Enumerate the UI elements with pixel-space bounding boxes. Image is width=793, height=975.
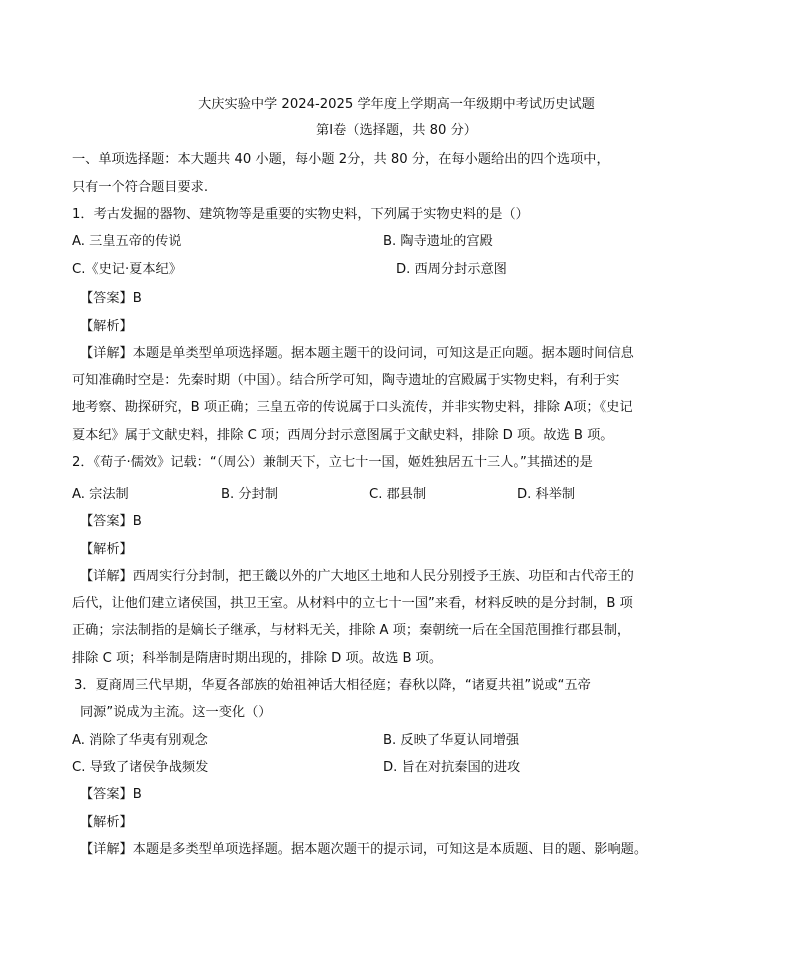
q1-analysis-label: 【解析】 — [80, 319, 133, 334]
q3-stem-line1: 3．夏商周三代早期，华夏各部族的始祖神话大相径庭；春秋以降，“诸夏共祖”说或“五帝 — [74, 678, 591, 693]
q3-analysis-label: 【解析】 — [80, 815, 133, 830]
q1-detail-line: 【详解】本题是单类型单项选择题。据本题主题干的设问词，可知这是正向题。据本题时间信息 — [80, 346, 634, 361]
q3-option-d: D. 旨在对抗秦国的进攻 — [383, 760, 521, 775]
q1-detail-line: 可知准确时空是：先秦时期（中国）。结合所学可知，陶寺遗址的宫殿属于实物史料，有利于实 — [72, 373, 620, 388]
section-instruction-line2: 只有一个符合题目要求. — [72, 180, 209, 195]
q2-option-c: C. 郡县制 — [369, 487, 427, 502]
exam-title: 大庆实验中学 2024-2025 学年度上学期高一年级期中考试历史试题 — [198, 97, 595, 112]
q2-detail-line: 正确；宗法制指的是嫡长子继承，与材料无关，排除 A 项；秦朝统一后在全国范围推行郡县制， — [72, 623, 631, 638]
q1-option-d: D. 西周分封示意图 — [396, 262, 507, 277]
q2-option-a: A. 宗法制 — [72, 487, 129, 502]
q2-stem: 2．《荀子·儒效》记载：“（周公）兼制天下，立七十一国，姬姓独居五十三人。”其描述的是 — [72, 455, 593, 470]
q3-detail-line: 【详解】本题是多类型单项选择题。据本题次题干的提示词，可知这是本质题、目的题、影响题。 — [80, 842, 648, 857]
q2-detail-line: 排除 C 项；科举制是隋唐时期出现的，排除 D 项。故选 B 项。 — [72, 651, 443, 666]
q2-option-b: B. 分封制 — [221, 487, 278, 502]
q1-option-a: A. 三皇五帝的传说 — [72, 234, 182, 249]
q2-answer: 【答案】B — [80, 514, 142, 529]
exam-subtitle: 第Ⅰ卷（选择题，共 80 分） — [316, 123, 477, 138]
q3-stem-line2: 同源”说成为主流。这一变化（） — [80, 705, 272, 720]
q1-option-c: C.《史记·夏本纪》 — [72, 262, 182, 277]
q2-analysis-label: 【解析】 — [80, 542, 133, 557]
q1-detail-line: 地考察、勘探研究，B 项正确；三皇五帝的传说属于口头流传，并非实物史料，排除 A项；《史记 — [72, 400, 633, 415]
q1-option-b: B. 陶寺遗址的宫殿 — [383, 234, 493, 249]
q1-answer: 【答案】B — [80, 291, 142, 306]
q2-detail-line: 【详解】西周实行分封制，把王畿以外的广大地区土地和人民分别授予王族、功臣和古代帝王的 — [80, 569, 634, 584]
section-instruction-line1: 一、单项选择题：本大题共 40 小题，每小题 2分，共 80 分，在每小题给出的四个选项中， — [72, 152, 610, 167]
q1-stem: 1．考古发掘的器物、建筑物等是重要的实物史料，下列属于实物史料的是（） — [72, 207, 529, 222]
q2-detail-line: 后代，让他们建立诸侯国，拱卫王室。从材料中的立七十一国”来看，材料反映的是分封制，B 项 — [72, 596, 633, 611]
q3-option-c: C. 导致了诸侯争战频发 — [72, 760, 209, 775]
q1-detail-line: 夏本纪》属于文献史料，排除 C 项；西周分封示意图属于文献史料，排除 D 项。故选 B 项。 — [72, 428, 614, 443]
q3-option-b: B. 反映了华夏认同增强 — [383, 733, 520, 748]
q3-option-a: A. 消除了华夷有别观念 — [72, 733, 208, 748]
q3-answer: 【答案】B — [80, 787, 142, 802]
q2-option-d: D. 科举制 — [517, 487, 576, 502]
